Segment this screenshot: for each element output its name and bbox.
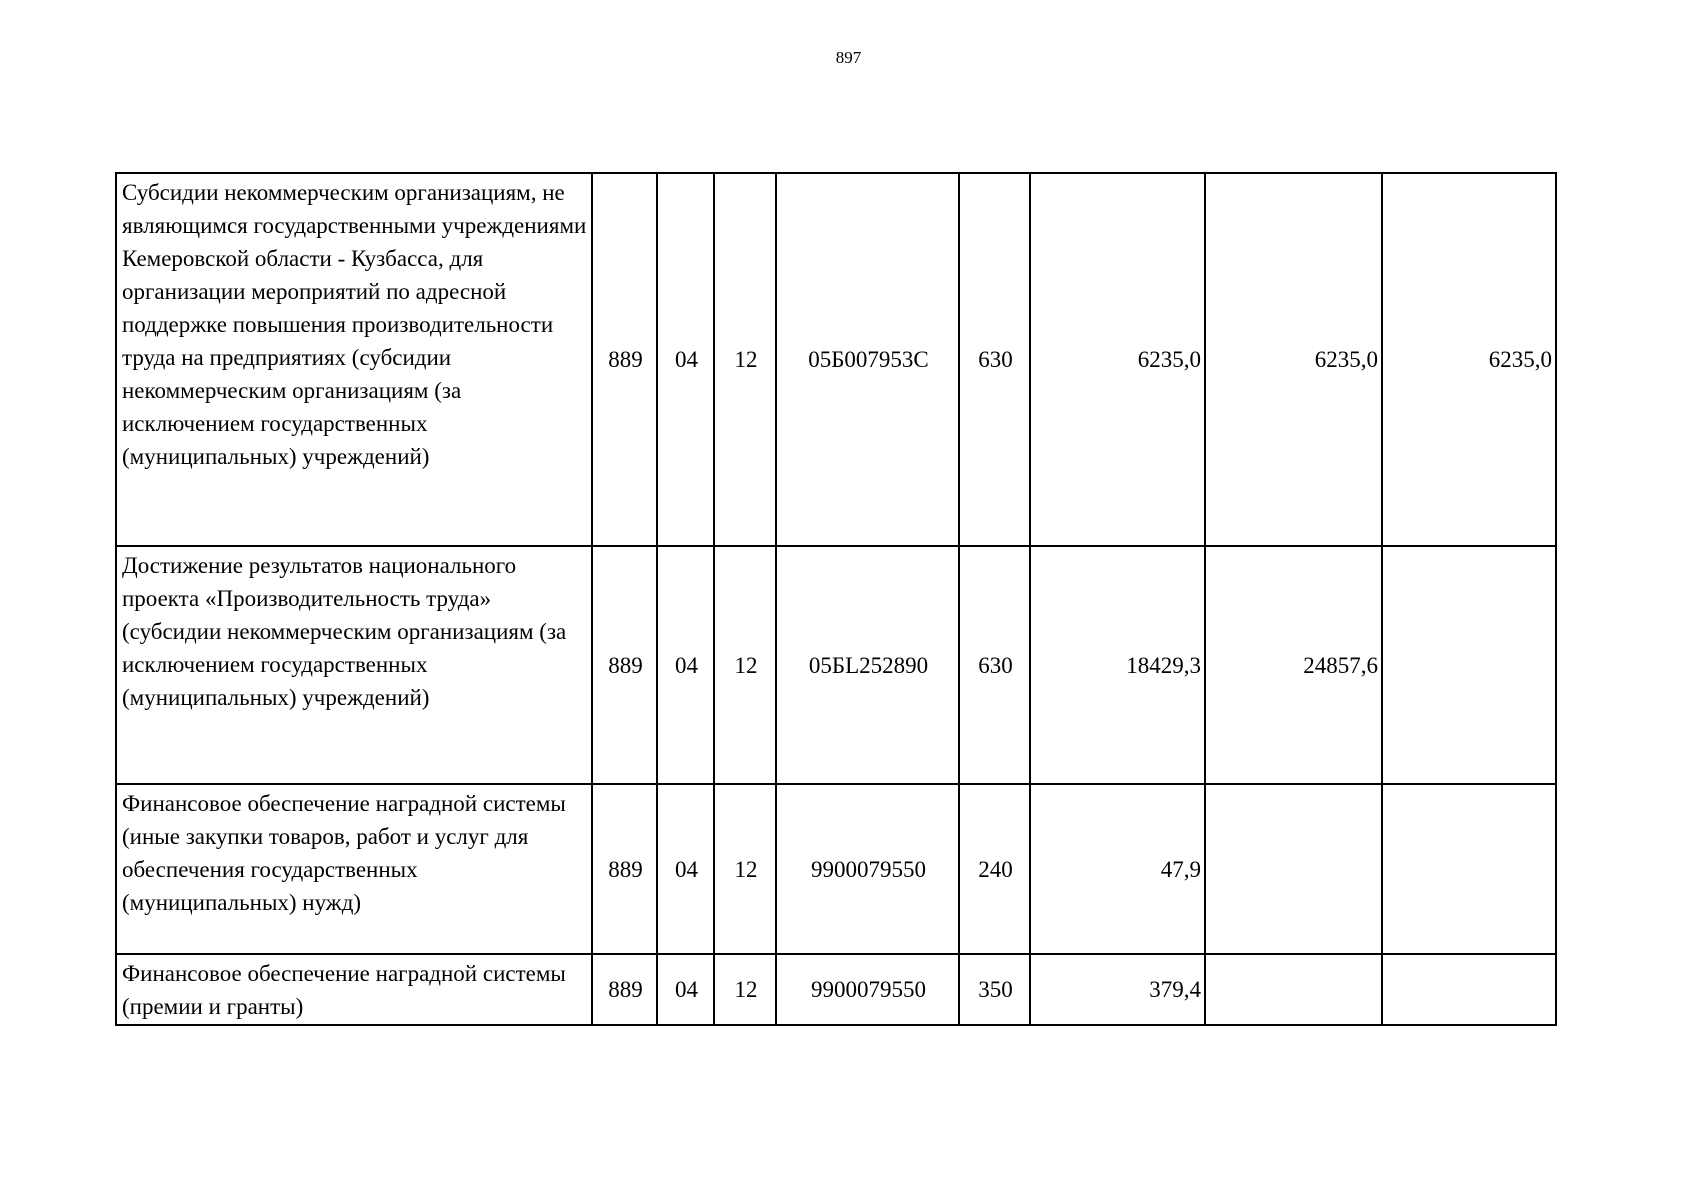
expense-type-cell: 630 [959, 546, 1030, 784]
row-name-cell: Достижение результатов национального проекта «Производительность труда» (субсидии некоммерческим организациям (за исключением государственных (муниципальных) учреждений) [116, 546, 592, 784]
subsection-code-cell: 12 [714, 546, 776, 784]
section-code-cell: 04 [657, 954, 714, 1025]
row-name-cell: Финансовое обеспечение наградной системы (премии и гранты) [116, 954, 592, 1025]
expense-type-cell: 630 [959, 173, 1030, 546]
target-item-cell: 05БL252890 [776, 546, 959, 784]
sum-1-cell: 379,4 [1030, 954, 1205, 1025]
ministry-code-cell: 889 [592, 954, 657, 1025]
sum-3-cell [1382, 784, 1556, 954]
target-item-cell: 9900079550 [776, 784, 959, 954]
sum-2-cell [1205, 784, 1382, 954]
subsection-code-cell: 12 [714, 173, 776, 546]
subsection-code-cell: 12 [714, 954, 776, 1025]
target-item-cell: 9900079550 [776, 954, 959, 1025]
table-row [116, 173, 1556, 546]
sum-2-cell: 24857,6 [1205, 546, 1382, 784]
expense-type-cell: 350 [959, 954, 1030, 1025]
target-item-cell: 05Б007953С [776, 173, 959, 546]
table-row [116, 784, 1556, 954]
section-code-cell: 04 [657, 546, 714, 784]
sum-1-cell: 6235,0 [1030, 173, 1205, 546]
ministry-code-cell: 889 [592, 173, 657, 546]
sum-2-cell [1205, 954, 1382, 1025]
row-name-cell: Финансовое обеспечение наградной системы (иные закупки товаров, работ и услуг для обеспечения государственных (муниципальных) нужд) [116, 784, 592, 954]
sum-3-cell: 6235,0 [1382, 173, 1556, 546]
sum-1-cell: 18429,3 [1030, 546, 1205, 784]
ministry-code-cell: 889 [592, 784, 657, 954]
ministry-code-cell: 889 [592, 546, 657, 784]
sum-1-cell: 47,9 [1030, 784, 1205, 954]
budget-table [115, 172, 1557, 1026]
table-row [116, 954, 1556, 1025]
subsection-code-cell: 12 [714, 784, 776, 954]
table-row [116, 546, 1556, 784]
sum-3-cell [1382, 954, 1556, 1025]
row-name-cell: Субсидии некоммерческим организациям, не являющимся государственными учреждениями Кемеровской области - Кузбасса, для организации мероприятий по адресной поддержке повышения производительности труда на предприятиях (субсидии некоммерческим организациям (за исключением государственных (муниципальных) учреждений) [116, 173, 592, 546]
sum-2-cell: 6235,0 [1205, 173, 1382, 546]
section-code-cell: 04 [657, 784, 714, 954]
page-number: 897 [835, 48, 862, 67]
expense-type-cell: 240 [959, 784, 1030, 954]
section-code-cell: 04 [657, 173, 714, 546]
sum-3-cell [1382, 546, 1556, 784]
